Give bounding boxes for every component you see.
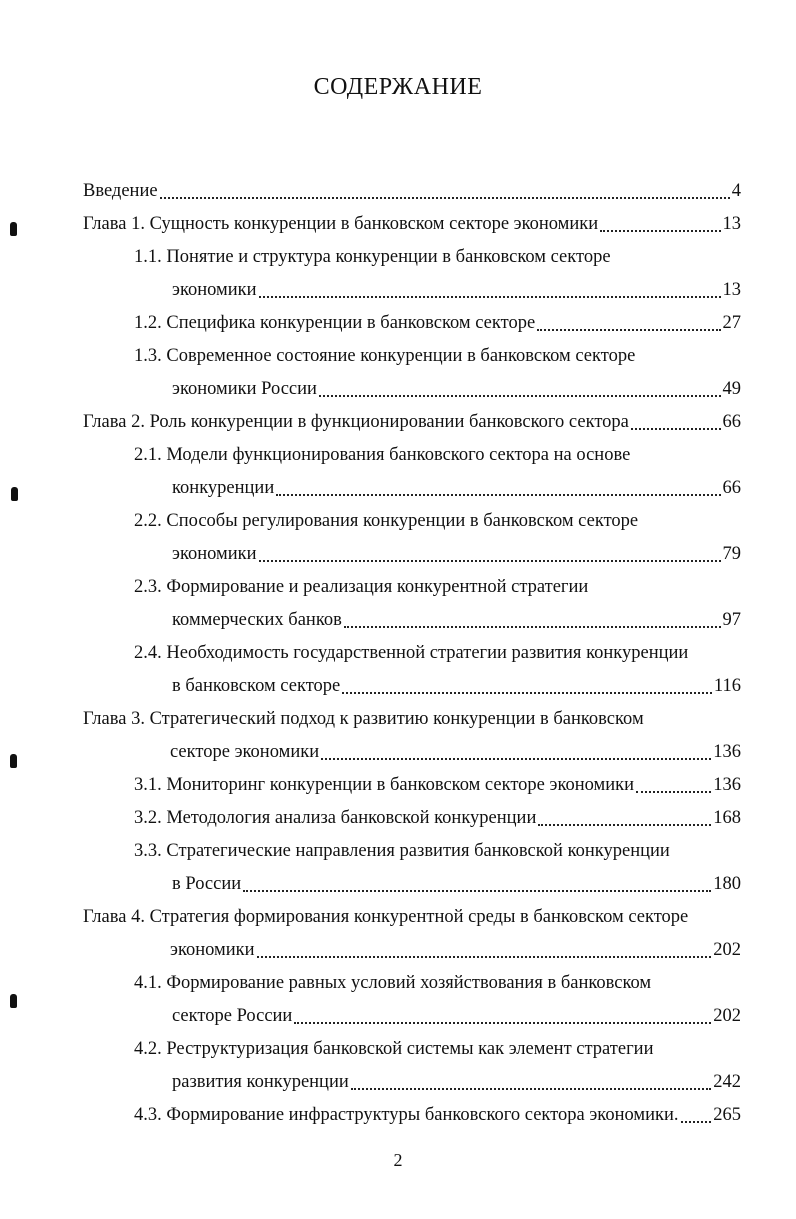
toc-entry-title: Глава 1. Сущность конкуренции в банковском секторе экономики xyxy=(83,214,599,234)
toc-entry-title: 2.1. Модели функционирования банковского сектора на основе xyxy=(134,445,631,465)
toc-chapter-entry[interactable] xyxy=(0,406,796,439)
dot-leader xyxy=(631,428,721,430)
toc-page-number: 27 xyxy=(722,313,741,333)
toc-entry-line xyxy=(0,439,796,472)
toc-page-number: 202 xyxy=(713,940,741,960)
toc-entry-line xyxy=(0,901,796,934)
toc-entry-title: Введение xyxy=(83,181,158,201)
toc-entry-line xyxy=(0,1099,796,1132)
toc-entry-line xyxy=(0,802,796,835)
toc-entry-title: 3.1. Мониторинг конкуренции в банковском секторе экономики xyxy=(134,775,635,795)
dot-leader xyxy=(319,395,721,397)
toc-page-number: 13 xyxy=(722,280,741,300)
toc-section-entry[interactable] xyxy=(0,340,796,406)
toc-entry-title: экономики России xyxy=(172,379,317,399)
toc-chapter-entry[interactable] xyxy=(0,208,796,241)
toc-section-entry[interactable] xyxy=(0,835,796,901)
dot-leader xyxy=(257,956,712,958)
toc-page-number: 136 xyxy=(713,742,741,762)
page-number: 2 xyxy=(393,1150,403,1170)
toc-entry-title: секторе экономики xyxy=(170,742,320,762)
toc-entry-line xyxy=(0,175,796,208)
toc-entry-line xyxy=(0,934,796,967)
dot-leader xyxy=(259,296,721,298)
toc-entry-line xyxy=(0,1033,796,1066)
table-of-contents xyxy=(0,175,796,1132)
toc-page-number: 136 xyxy=(713,775,741,795)
toc-section-entry[interactable] xyxy=(0,505,796,571)
dot-leader xyxy=(259,560,721,562)
toc-chapter-entry[interactable] xyxy=(0,703,796,769)
toc-page-number: 66 xyxy=(722,478,741,498)
toc-entry-line xyxy=(0,241,796,274)
toc-page-number: 4 xyxy=(731,181,741,201)
toc-entry-title: 2.3. Формирование и реализация конкурентной стратегии xyxy=(134,577,589,597)
toc-page-number: 202 xyxy=(713,1006,741,1026)
toc-section-entry[interactable] xyxy=(0,637,796,703)
toc-entry-line xyxy=(0,703,796,736)
toc-entry-line xyxy=(0,538,796,571)
dot-leader xyxy=(160,197,730,199)
toc-entry-title: секторе России xyxy=(172,1006,293,1026)
toc-entry-line xyxy=(0,571,796,604)
toc-entry-line xyxy=(0,1000,796,1033)
toc-entry-title: 1.1. Понятие и структура конкуренции в банковском секторе xyxy=(134,247,611,267)
toc-entry-title: 1.3. Современное состояние конкуренции в банковском секторе xyxy=(134,346,636,366)
toc-entry-title: 2.2. Способы регулирования конкуренции в банковском секторе xyxy=(134,511,639,531)
dot-leader xyxy=(342,692,712,694)
dot-leader xyxy=(636,791,711,793)
toc-entry-line xyxy=(0,868,796,901)
toc-page-number: 49 xyxy=(722,379,741,399)
toc-entry-title: Глава 2. Роль конкуренции в функционировании банковского сектора xyxy=(83,412,629,432)
toc-page-number: 168 xyxy=(713,808,741,828)
toc-entry-line xyxy=(0,637,796,670)
toc-entry-line xyxy=(0,307,796,340)
toc-entry-title: развития конкуренции xyxy=(172,1072,349,1092)
toc-section-entry[interactable] xyxy=(0,769,796,802)
dot-leader xyxy=(681,1121,712,1123)
toc-page-number: 180 xyxy=(713,874,741,894)
toc-page-number: 116 xyxy=(713,676,741,696)
dot-leader xyxy=(538,824,711,826)
toc-entry-title: экономики xyxy=(172,280,257,300)
toc-entry-line xyxy=(0,406,796,439)
toc-page-number: 13 xyxy=(722,214,741,234)
dot-leader xyxy=(294,1022,711,1024)
toc-chapter-entry[interactable] xyxy=(0,901,796,967)
toc-section-entry[interactable] xyxy=(0,967,796,1033)
dot-leader xyxy=(600,230,720,232)
toc-entry-title: 1.2. Специфика конкуренции в банковском секторе xyxy=(134,313,536,333)
toc-section-entry[interactable] xyxy=(0,241,796,307)
toc-chapter-entry[interactable] xyxy=(0,175,796,208)
toc-entry-title: экономики xyxy=(170,940,255,960)
toc-entry-title: 4.1. Формирование равных условий хозяйствования в банковском xyxy=(134,973,652,993)
toc-entry-line xyxy=(0,373,796,406)
toc-entry-title: Глава 4. Стратегия формирования конкурентной среды в банковском секторе xyxy=(83,907,689,927)
page-title: СОДЕРЖАНИЕ xyxy=(313,74,483,100)
toc-entry-title: в России xyxy=(172,874,242,894)
toc-section-entry[interactable] xyxy=(0,439,796,505)
toc-entry-title: 4.3. Формирование инфраструктуры банковского сектора экономики. xyxy=(134,1105,679,1125)
toc-entry-line xyxy=(0,769,796,802)
toc-section-entry[interactable] xyxy=(0,1099,796,1132)
toc-entry-line xyxy=(0,670,796,703)
toc-entry-line xyxy=(0,736,796,769)
toc-entry-title: 2.4. Необходимость государственной стратегии развития конкуренции xyxy=(134,643,689,663)
toc-entry-title: Глава 3. Стратегический подход к развитию конкуренции в банковском xyxy=(83,709,644,729)
toc-entry-line xyxy=(0,604,796,637)
dot-leader xyxy=(321,758,711,760)
toc-entry-line xyxy=(0,835,796,868)
toc-page-number: 79 xyxy=(722,544,741,564)
dot-leader xyxy=(351,1088,711,1090)
toc-entry-title: конкуренции xyxy=(172,478,275,498)
toc-entry-line xyxy=(0,472,796,505)
dot-leader xyxy=(243,890,711,892)
toc-entry-line xyxy=(0,505,796,538)
toc-section-entry[interactable] xyxy=(0,802,796,835)
toc-entry-title: 4.2. Реструктуризация банковской системы как элемент стратегии xyxy=(134,1039,654,1059)
toc-page-number: 66 xyxy=(722,412,741,432)
toc-entry-title: коммерческих банков xyxy=(172,610,342,630)
toc-page-number: 242 xyxy=(713,1072,741,1092)
toc-entry-title: в банковском секторе xyxy=(172,676,341,696)
dot-leader xyxy=(537,329,720,331)
toc-section-entry[interactable] xyxy=(0,307,796,340)
dot-leader xyxy=(344,626,721,628)
dot-leader xyxy=(276,494,720,496)
toc-entry-line xyxy=(0,1066,796,1099)
toc-entry-line xyxy=(0,208,796,241)
toc-entry-line xyxy=(0,274,796,307)
toc-page-number: 265 xyxy=(713,1105,741,1125)
toc-section-entry[interactable] xyxy=(0,1033,796,1099)
toc-entry-title: 3.2. Методология анализа банковской конкуренции xyxy=(134,808,537,828)
toc-entry-title: экономики xyxy=(172,544,257,564)
toc-entry-title: 3.3. Стратегические направления развития банковской конкуренции xyxy=(134,841,670,861)
toc-entry-line xyxy=(0,967,796,1000)
toc-page-number: 97 xyxy=(722,610,741,630)
toc-entry-line xyxy=(0,340,796,373)
toc-section-entry[interactable] xyxy=(0,571,796,637)
